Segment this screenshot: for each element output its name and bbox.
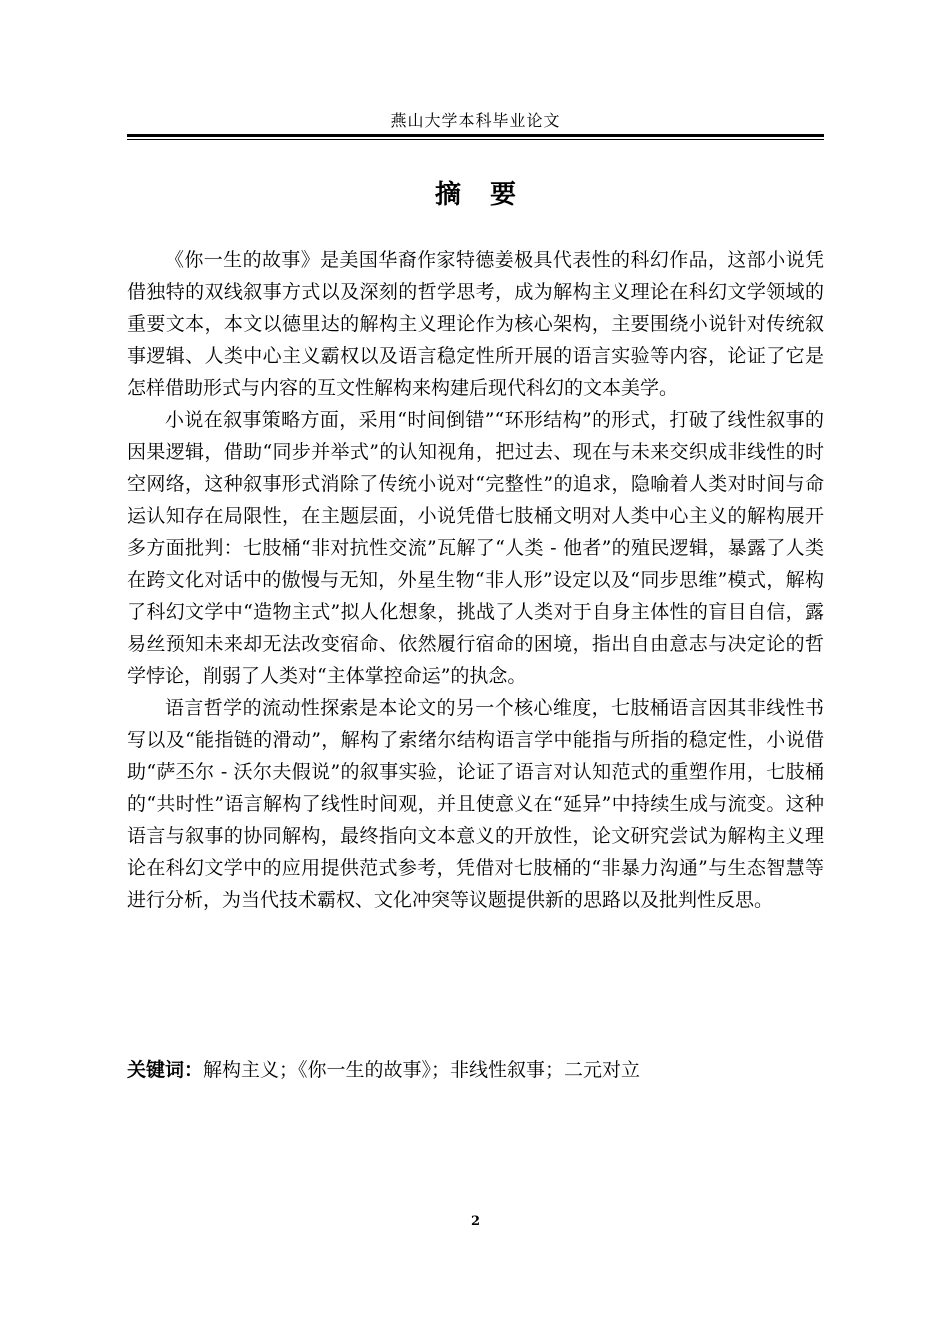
abstract-body: [127, 244, 824, 916]
keywords-line: [127, 1054, 824, 1086]
running-header: 燕山大学本科毕业论文: [390, 111, 561, 130]
header-rule-thick: [127, 134, 824, 137]
abstract-paragraph-2: 小说在叙事策略方面，采用“时间倒错”“环形结构”的形式，打破了线性叙事的因果逻辑，借助“同步并举式”的认知视角，把过去、现在与未来交织成非线性的时空网络，这种叙事形式消除了传统小说对“完整性”的追求，隐喻着人类对时间与命运认知存在局限性，在主题层面，小说凭借七肢桶文明对人类中心主义的解构展开多方面批判：七肢桶“非对抗性交流”瓦解了“人类 - 他者”的殖民逻辑，暴露了人类在跨文化对话中的傲慢与无知，外星生物“非人形”设定以及“同步思维”模式，解构了科幻文学中“造物主式”拟人化想象，挑战了人类对于自身主体性的盲目自信，露易丝预知未来却无法改变宿命、依然履行宿命的困境，指出自由意志与决定论的哲学悖论，削弱了人类对“主体掌控命运”的执念。: [127, 409, 824, 687]
abstract-paragraph-1: 《你一生的故事》是美国华裔作家特德姜极具代表性的科幻作品，这部小说凭借独特的双线叙事方式以及深刻的哲学思考，成为解构主义理论在科幻文学领域的重要文本，本文以德里达的解构主义理论作为核心架构，主要围绕小说针对传统叙事逻辑、人类中心主义霸权以及语言稳定性所开展的语言实验等内容，论证了它是怎样借助形式与内容的互文性解构来构建后现代科幻的文本美学。: [127, 249, 824, 399]
abstract-title: 摘 要: [434, 180, 527, 210]
page-number: 2: [470, 1214, 481, 1229]
keywords-text: 解构主义；《你一生的故事》；非线性叙事；二元对立: [203, 1059, 641, 1081]
abstract-paragraph-3: 语言哲学的流动性探索是本论文的另一个核心维度，七肢桶语言因其非线性书写以及“能指链的滑动”，解构了索绪尔结构语言学中能指与所指的稳定性，小说借助“萨丕尔 - 沃尔夫假说”的叙事实验，论证了语言对认知范式的重塑作用，七肢桶的“共时性”语言解构了线性时间观，并且使意义在“延异”中持续生成与流变。这种语言与叙事的协同解构，最终指向文本意义的开放性，论文研究尝试为解构主义理论在科幻文学中的应用提供范式参考，凭借对七肢桶的“非暴力沟通”与生态智慧等进行分析，为当代技术霸权、文化冲突等议题提供新的思路以及批判性反思。: [127, 697, 824, 911]
keywords-label: 关键词：: [127, 1059, 204, 1081]
header-rule-thin: [127, 139, 824, 140]
